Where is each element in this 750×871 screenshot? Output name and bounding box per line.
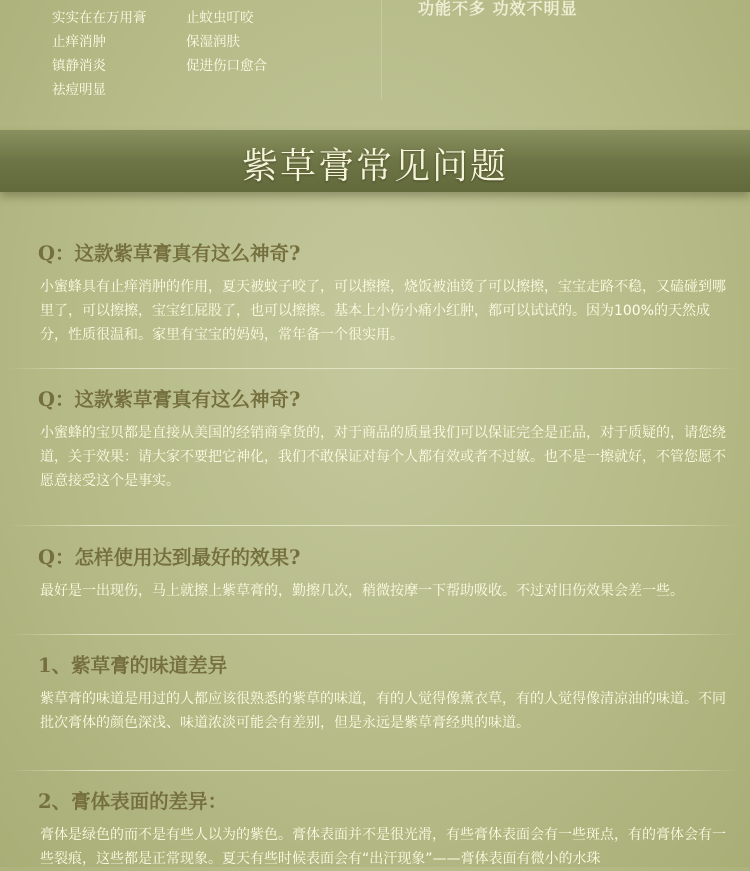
divider [8,634,738,635]
faq-question: 1、紫草膏的味道差异 [38,654,228,677]
feature-item: 止痒消肿 [52,34,106,50]
vertical-divider [381,0,382,100]
faq-item [38,653,733,735]
banner-title: 紫草膏常见问题 [241,146,508,187]
faq-answer: 膏体是绿色的而不是有些人以为的紫色。膏体表面并不是很光滑，有些膏体表面会有一些斑点，有的膏体会有一些裂痕，这些都是正常现象。夏天有些时候表面会有“出汗现象”——膏体表面有微小的水珠 [40,827,726,867]
feature-section [0,0,750,130]
divider [8,368,738,369]
faq-answer: 小蜜蜂的宝贝都是直接从美国的经销商拿货的，对于商品的质量我们可以保证完全是正品，对于质疑的，请您绕道，关于效果：请大家不要把它神化，我们不敢保证对每个人都有效或者不过敏。也不是一擦就好，不管您愿不愿意接受这个是事实。 [40,425,726,489]
feature-item: 止蚊虫叮咬 [186,10,254,26]
faq-answer: 小蜜蜂具有止痒消肿的作用，夏天被蚊子咬了，可以擦擦，烧饭被油烫了可以擦擦，宝宝走路不稳，又磕碰到哪里了，可以擦擦，宝宝红屁股了，也可以擦擦。基本上小伤小痛小红肿，都可以试试的。因为100%的天然成分，性质很温和。家里有宝宝的妈妈，常年备一个很实用。 [40,279,726,343]
divider [8,525,738,526]
faq-question: Q：这款紫草膏真有这么神奇? [38,242,301,265]
feature-item: 祛痘明显 [52,82,106,98]
comparison-caption: 功能不多 功效不明显 [418,0,578,18]
faq-question: 2、膏体表面的差异： [38,790,228,813]
feature-item: 保湿润肤 [186,34,240,50]
feature-item: 促进伤口愈合 [186,58,267,74]
divider [8,770,738,771]
faq-question: Q：怎样使用达到最好的效果? [38,546,301,569]
feature-list-right [186,6,267,78]
faq-question: Q：这款紫草膏真有这么神奇? [38,388,301,411]
faq-answer: 紫草膏的味道是用过的人都应该很熟悉的紫草的味道，有的人觉得像薰衣草，有的人觉得像清凉油的味道。不同批次膏体的颜色深浅、味道浓淡可能会有差别，但是永远是紫草膏经典的味道。 [40,691,726,731]
faq-item [38,387,733,493]
feature-item: 镇静消炎 [52,58,106,74]
faq-item [38,241,733,347]
faq-item [38,789,733,871]
section-banner [0,130,750,192]
faq-item [38,545,733,603]
feature-list-left [52,6,147,102]
faq-answer: 最好是一出现伤，马上就擦上紫草膏的，勤擦几次，稍微按摩一下帮助吸收。不过对旧伤效果会差一些。 [40,583,684,599]
feature-item: 实实在在万用膏 [52,10,147,26]
